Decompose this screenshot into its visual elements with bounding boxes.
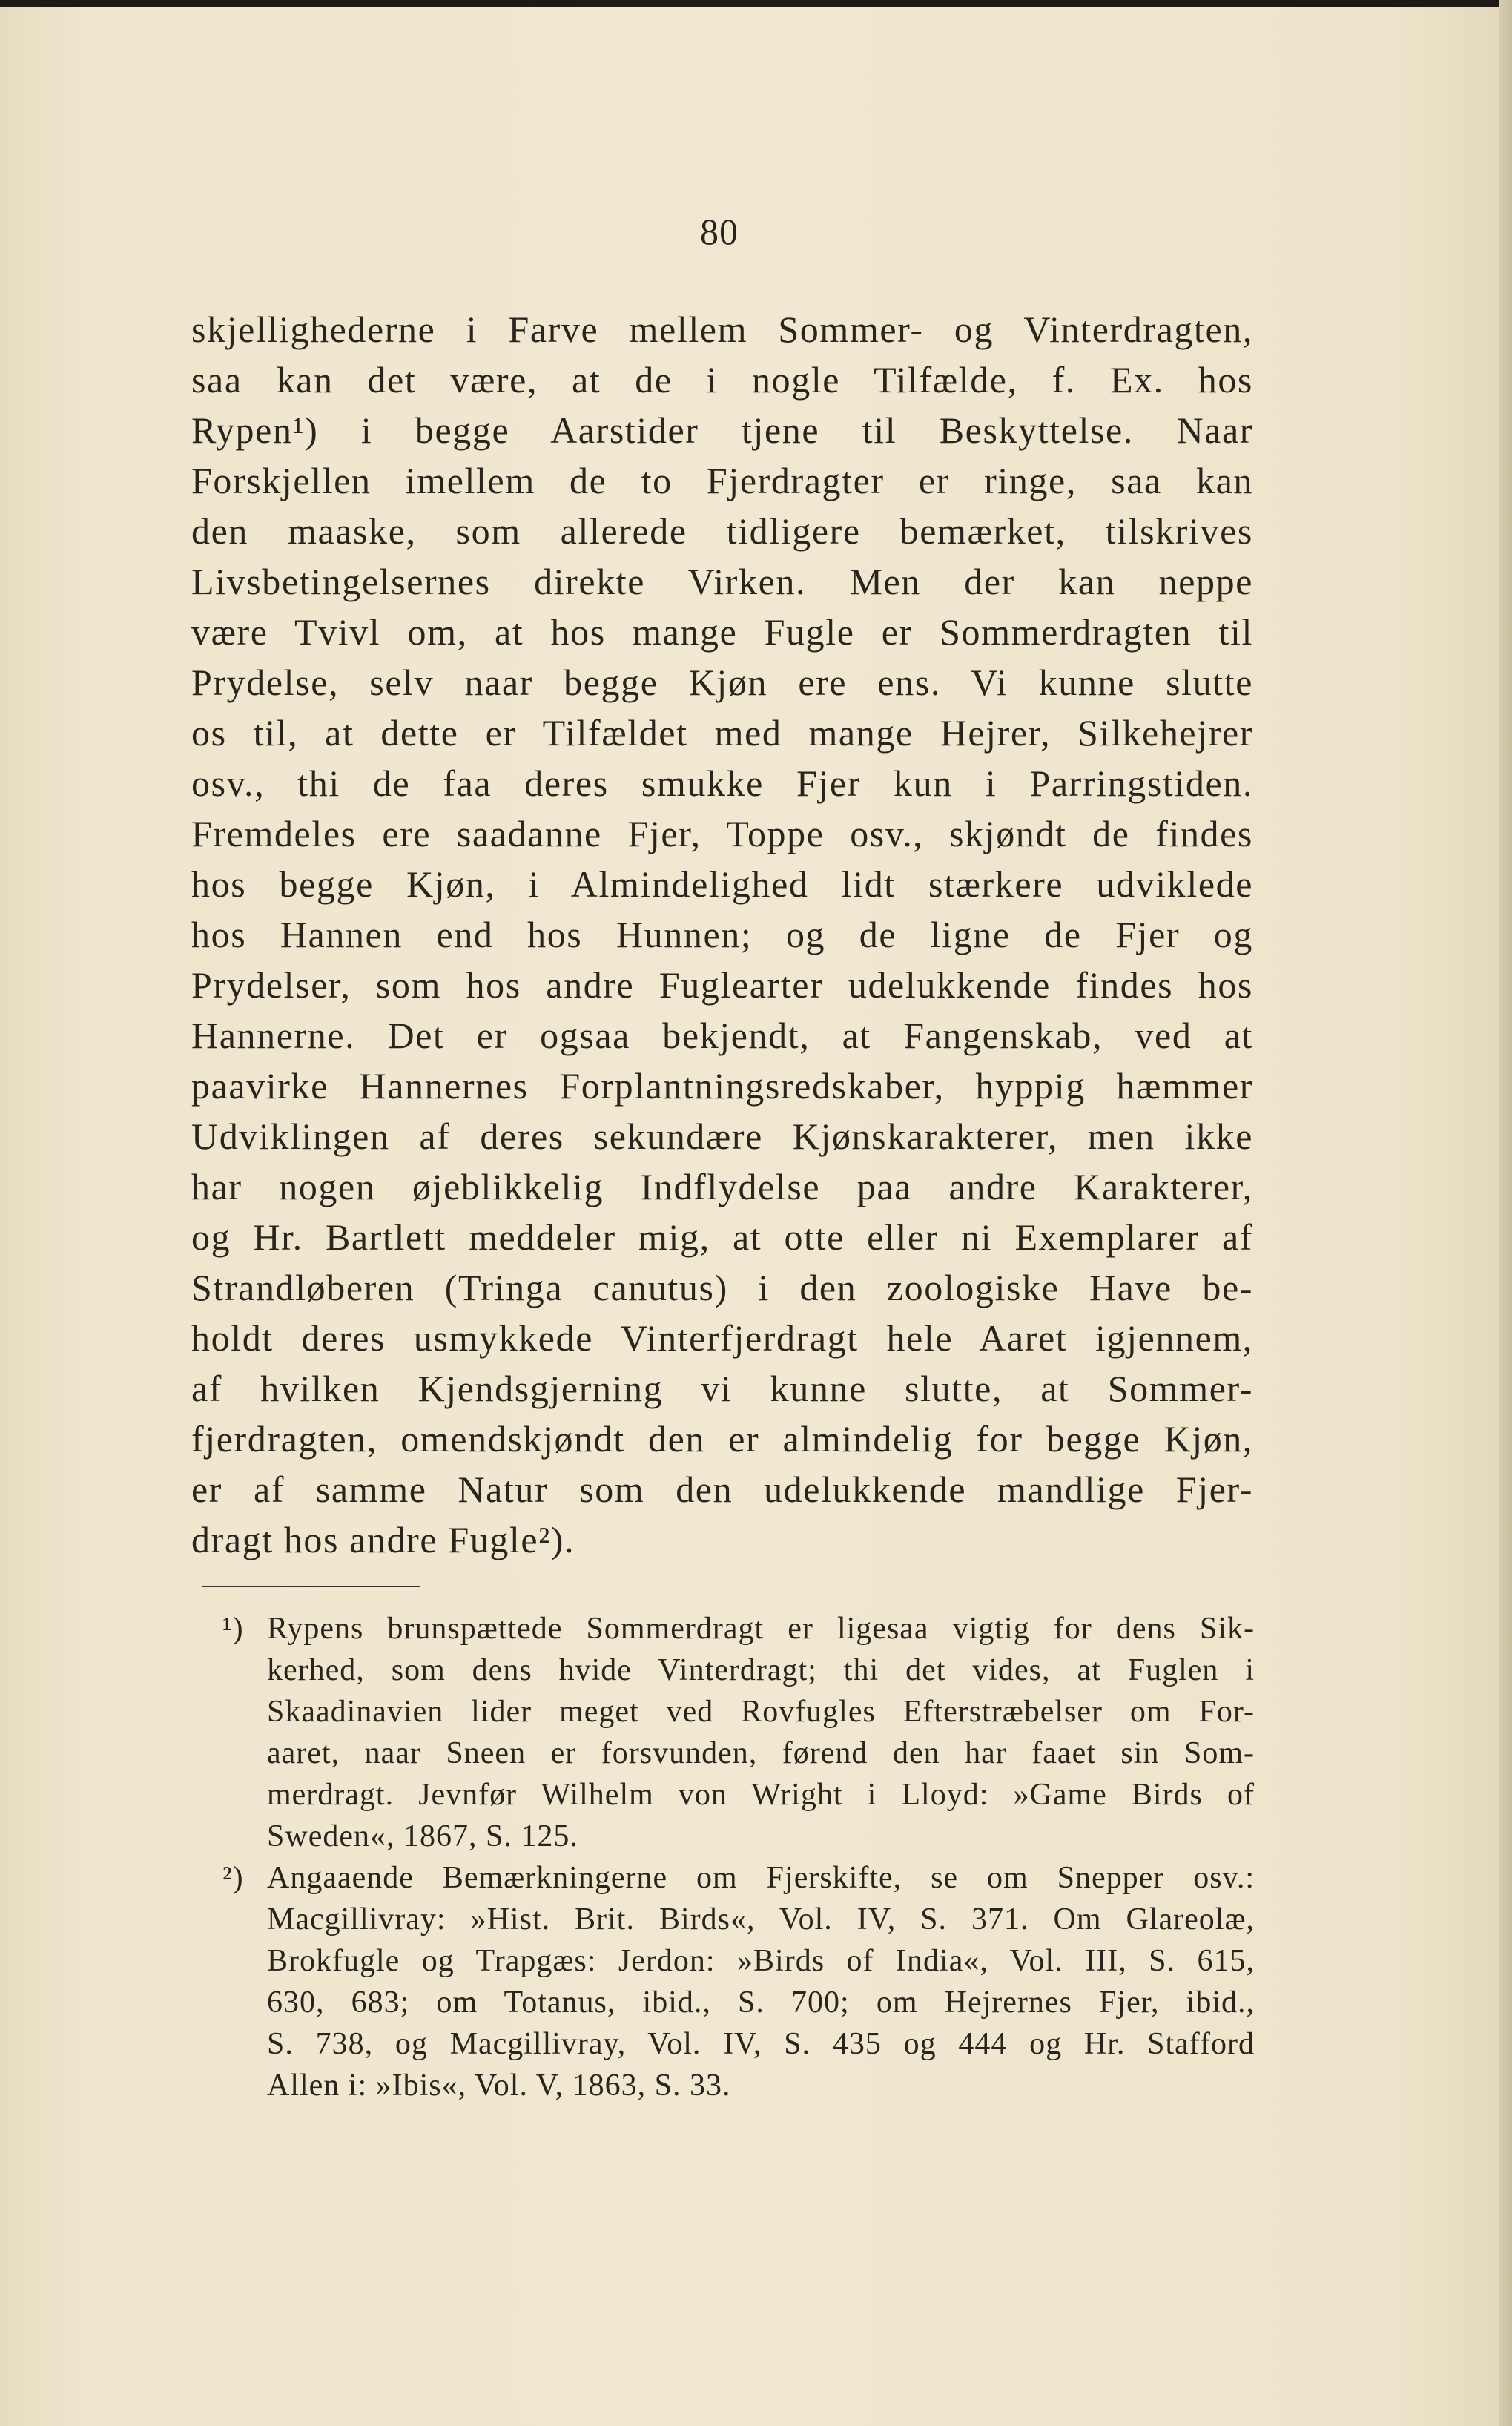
footnote-line: S. 738, og Macgillivray, Vol. IV, S. 435 og 444 og Hr. Stafford	[267, 2027, 1255, 2061]
body-line: Rypen¹) i begge Aarstider tjene til Beskyttelse. Naar	[191, 409, 1253, 451]
footnote-line-text: Rypens brunspættede Sommerdragt er ligesaa vigtig for dens Sik-	[267, 1612, 1255, 1646]
body-line: osv., thi de faa deres smukke Fjer kun i Parringstiden.	[191, 762, 1253, 804]
body-line: være Tvivl om, at hos mange Fugle er Sommerdragten til	[191, 611, 1253, 653]
body-line: saa kan det være, at de i nogle Tilfælde, f. Ex. hos	[191, 359, 1253, 401]
footnote-line: Sweden«, 1867, S. 125.	[267, 1819, 578, 1853]
body-line: dragt hos andre Fugle²).	[191, 1519, 575, 1560]
footnote-line-text: Angaaende Bemærkningerne om Fjerskifte, se om Snepper osv.:	[267, 1861, 1255, 1895]
body-line: den maaske, som allerede tidligere bemærket, tilskrives	[191, 510, 1253, 552]
footnote-1	[222, 1608, 1255, 1857]
body-line: fjerdragten, omendskjøndt den er almindelig for begge Kjøn,	[191, 1418, 1253, 1460]
body-line: Forskjellen imellem de to Fjerdragter er ringe, saa kan	[191, 460, 1253, 501]
body-line: har nogen øjeblikkelig Indflydelse paa andre Karakterer,	[191, 1166, 1253, 1207]
footnote-marker: ²)	[222, 1861, 244, 1895]
footnote-rule	[202, 1586, 420, 1587]
footnote-2	[222, 1857, 1255, 2106]
footnote-line: Allen i: »Ibis«, Vol. V, 1863, S. 33.	[267, 2069, 731, 2103]
body-line: Udviklingen af deres sekundære Kjønskarakterer, men ikke	[191, 1115, 1253, 1157]
body-line: Prydelse, selv naar begge Kjøn ere ens. Vi kunne slutte	[191, 662, 1253, 703]
page-right-edge	[1499, 0, 1512, 2426]
page-number: 80	[700, 211, 739, 252]
footnote-line: Macgillivray: »Hist. Brit. Birds«, Vol. IV, S. 371. Om Glareolæ,	[267, 1902, 1255, 1936]
body-line: holdt deres usmykkede Vinterfjerdragt hele Aaret igjennem,	[191, 1317, 1253, 1359]
footnote-line: Brokfugle og Trapgæs: Jerdon: »Birds of India«, Vol. III, S. 615,	[267, 1944, 1255, 1978]
body-line: af hvilken Kjendsgjerning vi kunne slutte, at Sommer-	[191, 1368, 1253, 1409]
body-line: er af samme Natur som den udelukkende mandlige Fjer-	[191, 1469, 1253, 1510]
footnote-line: kerhed, som dens hvide Vinterdragt; thi det vides, at Fuglen i	[267, 1653, 1255, 1687]
footnote-line	[222, 1857, 1255, 1899]
page-top-edge	[0, 0, 1512, 7]
footnotes	[222, 1608, 1255, 2106]
footnote-line: Skaadinavien lider meget ved Rovfugles Efterstræbelser om For-	[267, 1695, 1255, 1729]
footnote-line: 630, 683; om Totanus, ibid., S. 700; om Hejrernes Fjer, ibid.,	[267, 1985, 1255, 2020]
body-text	[191, 304, 1253, 1565]
body-line: os til, at dette er Tilfældet med mange Hejrer, Silkehejrer	[191, 712, 1253, 754]
body-line: hos Hannen end hos Hunnen; og de ligne de Fjer og	[191, 914, 1253, 955]
body-line: Strandløberen (Tringa canutus) i den zoologiske Have be-	[191, 1267, 1253, 1308]
body-line: hos begge Kjøn, i Almindelighed lidt stærkere udviklede	[191, 863, 1253, 905]
footnote-line: aaret, naar Sneen er forsvunden, førend den har faaet sin Som-	[267, 1736, 1255, 1770]
body-line: Hannerne. Det er ogsaa bekjendt, at Fangenskab, ved at	[191, 1015, 1253, 1056]
footnote-line: merdragt. Jevnfør Wilhelm von Wright i Lloyd: »Game Birds of	[267, 1778, 1255, 1812]
body-line: skjellighederne i Farve mellem Sommer- og Vinterdragten,	[191, 309, 1253, 350]
body-line: Prydelser, som hos andre Fuglearter udelukkende findes hos	[191, 964, 1253, 1006]
body-line: Livsbetingelsernes direkte Virken. Men der kan neppe	[191, 561, 1253, 602]
body-line: Fremdeles ere saadanne Fjer, Toppe osv., skjøndt de findes	[191, 813, 1253, 854]
footnote-line	[222, 1608, 1255, 1649]
body-line: paavirke Hannernes Forplantningsredskaber, hyppig hæmmer	[191, 1065, 1253, 1107]
body-line: og Hr. Bartlett meddeler mig, at otte eller ni Exemplarer af	[191, 1216, 1253, 1258]
footnote-marker: ¹)	[222, 1612, 244, 1646]
